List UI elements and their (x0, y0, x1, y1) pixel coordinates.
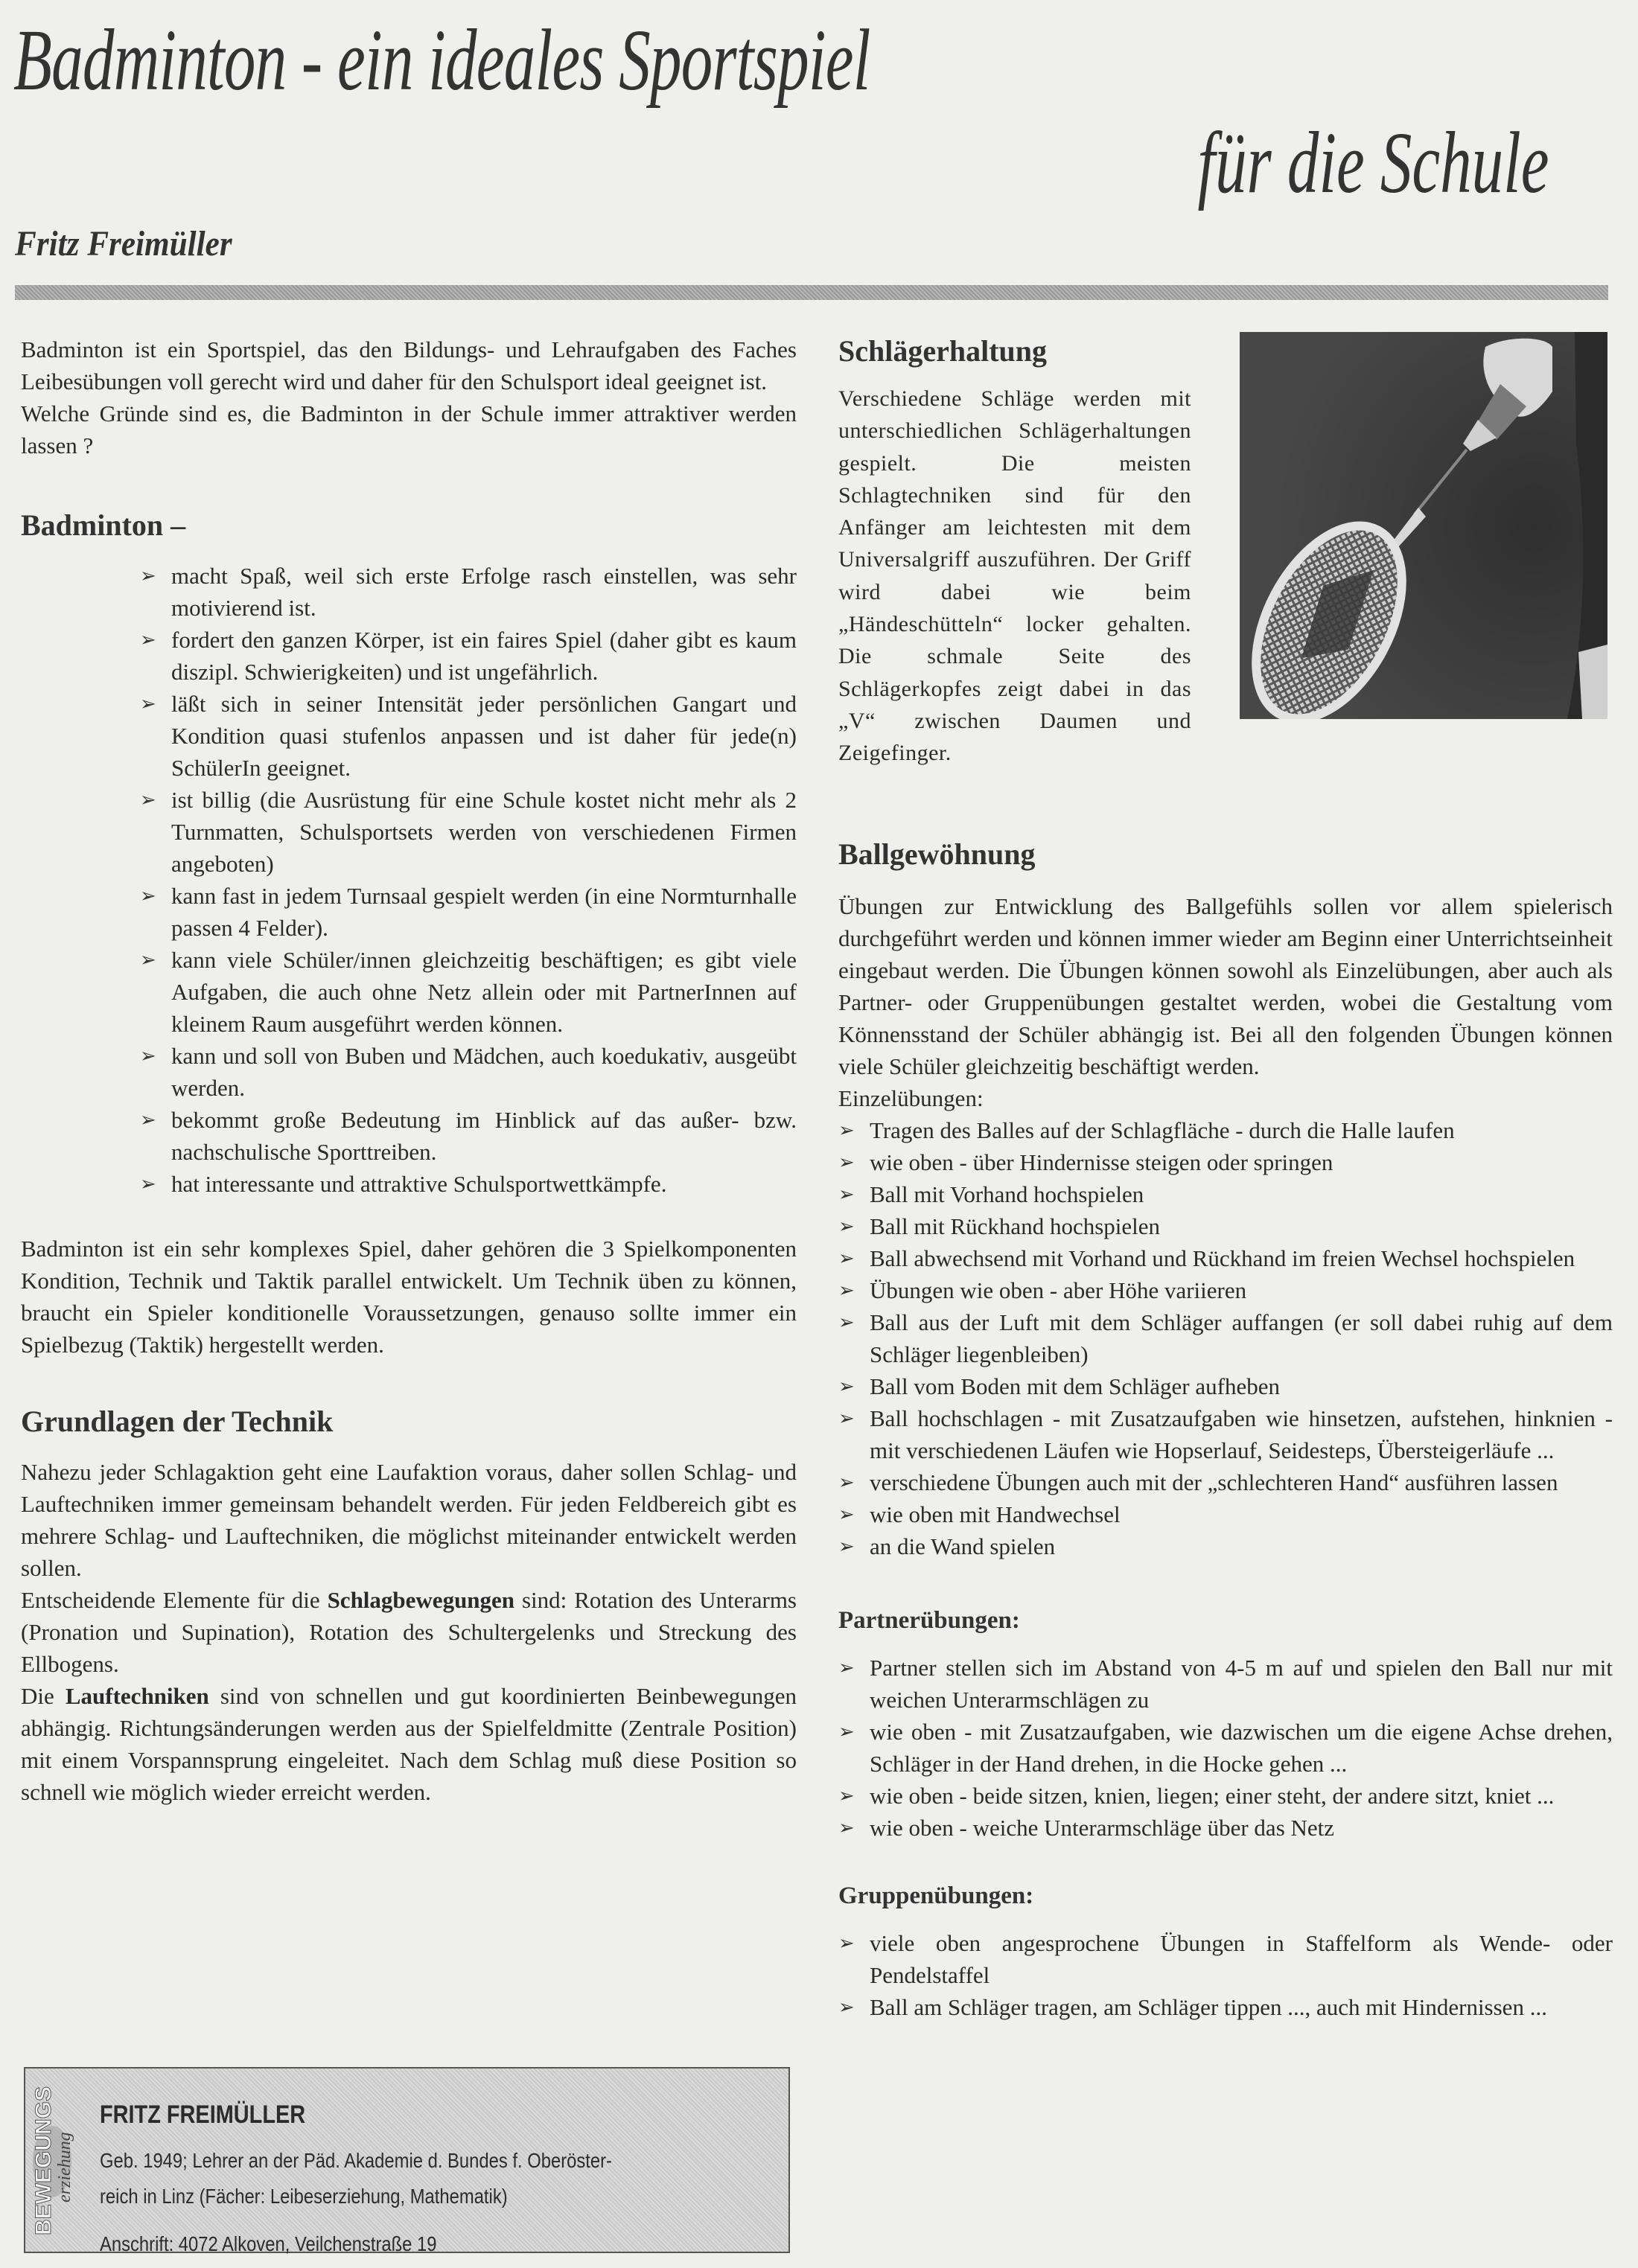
partneruebung-item (838, 1780, 1613, 1812)
arrowhead-bullet-icon: ➢ (140, 1173, 156, 1195)
left-column (21, 333, 797, 1808)
arrowhead-bullet-icon: ➢ (838, 1151, 855, 1173)
logo-main-text: BEWEGUNGS (31, 2086, 56, 2235)
einzeluebung-item-text: Ball abwechsend mit Vorhand und Rückhand im freien Wechsel hochspielen (870, 1245, 1575, 1271)
badminton-reason-item-text: macht Spaß, weil sich erste Erfolge rasch einstellen, was sehr motivierend ist. (171, 563, 797, 621)
einzeluebung-item-text: wie oben - über Hindernisse steigen oder springen (870, 1149, 1333, 1175)
einzeluebung-item-text: an die Wand spielen (870, 1533, 1056, 1559)
einzeluebung-item (838, 1466, 1613, 1498)
einzeluebung-item-text: wie oben mit Handwechsel (870, 1501, 1121, 1527)
badminton-reason-item (140, 944, 797, 1040)
technik-p2-bold: Schlagbewegungen (327, 1587, 515, 1613)
intro-paragraph-2: Welche Gründe sind es, die Badminton in der Schule immer attraktiver werden lassen ? (21, 400, 797, 459)
gruppenuebungen-list (838, 1927, 1613, 2023)
technik-paragraph-3 (21, 1680, 797, 1808)
partneruebung-item-text: wie oben - beide sitzen, knien, liegen; einer steht, der andere sitzt, kniet ... (870, 1783, 1555, 1809)
right-column-lower (838, 837, 1613, 2023)
author-byline: Fritz Freimüller (15, 224, 232, 263)
arrowhead-bullet-icon: ➢ (140, 949, 156, 971)
badminton-reason-item-text: kann fast in jedem Turnsaal gespielt werden (in eine Normturnhalle passen 4 Felder). (171, 883, 797, 941)
badminton-reason-item-text: kann viele Schüler/innen gleichzeitig beschäftigen; es gibt viele Aufgaben, die auch ohne Netz allein oder mit PartnerInnen auf kleinem Raum ausgeführt werden können. (171, 947, 797, 1037)
arrowhead-bullet-icon: ➢ (838, 1248, 855, 1269)
gruppenuebung-item-text: Ball am Schläger tragen, am Schläger tippen ..., auch mit Hindernissen ... (870, 1994, 1547, 2020)
arrowhead-bullet-icon: ➢ (140, 789, 156, 811)
ballgewoehnung-text: Übungen zur Entwicklung des Ballgefühls sollen vor allem spielerisch durchgeführt werden und können immer wieder am Beginn einer Unterrichtseinheit eingebaut werden. Die Übungen können sowohl als Einzelübungen, aber auch als Partner- oder Gruppenübungen gestaltet werden, wobei die Gestaltung vom Könnensstand der Schüler abhängig ist. Bei all den folgenden Übungen können viele Schüler gleichzeitig beschäftigt werden. (838, 893, 1613, 1079)
badminton-reason-item-text: fordert den ganzen Körper, ist ein faires Spiel (daher gibt es kaum diszipl. Schwierigkeiten) und ist ungefährlich. (171, 627, 797, 685)
technik-p3-after: sind von schnellen und gut koordinierten Beinbewegungen abhängig. Richtungsänderungen werden aus der Spielfeldmitte (Zentrale Position) mit einem Vorspannsprung eingeleitet. Nach dem Schlag muß diese Position so schnell wie möglich wieder erreicht werden. (21, 1683, 797, 1805)
badminton-section-heading: Badminton – (21, 508, 186, 542)
arrowhead-bullet-icon: ➢ (838, 1312, 855, 1333)
badminton-reason-item-text: bekommt große Bedeutung im Hinblick auf das außer- bzw. nachschulische Sporttreiben. (171, 1107, 797, 1165)
arrowhead-bullet-icon: ➢ (140, 1109, 156, 1131)
technik-paragraph-2 (21, 1584, 797, 1680)
arrowhead-bullet-icon: ➢ (140, 629, 156, 651)
schlaegerhaltung-block (838, 333, 1191, 770)
einzeluebung-item (838, 1242, 1613, 1274)
schlaegerhaltung-heading: Schlägerhaltung (838, 334, 1048, 368)
einzeluebung-item (838, 1498, 1613, 1530)
badminton-reason-item (140, 560, 797, 624)
intro-paragraph-1: Badminton ist ein Sportspiel, das den Bildungs- und Lehraufgaben des Faches Leibesübungen voll gerecht wird und daher für den Schulsport ideal geeignet ist. (21, 336, 797, 394)
bio-content (100, 2098, 774, 2262)
badminton-reason-item (140, 784, 797, 880)
article-title-line-2: für die Schule (1197, 114, 1549, 211)
arrowhead-bullet-icon: ➢ (838, 1280, 855, 1301)
arrowhead-bullet-icon: ➢ (838, 1657, 855, 1678)
badminton-reason-item-text: ist billig (die Ausrüstung für eine Schule kostet nicht mehr als 2 Turnmatten, Schulsportsets werden von verschiedenen Firmen angeboten) (171, 787, 797, 877)
arrowhead-bullet-icon: ➢ (838, 1817, 855, 1839)
technik-paragraph-1: Nahezu jeder Schlagaktion geht eine Laufaktion voraus, daher sollen Schlag- und Lauftechniken immer gemeinsam behandelt werden. Für jeden Feldbereich gibt es mehrere Schlag- und Lauftechniken, die möglichst miteinander entwickelt werden sollen. (21, 1459, 797, 1581)
gruppenuebung-item (838, 1927, 1613, 1991)
arrowhead-bullet-icon: ➢ (838, 1785, 855, 1807)
arrowhead-bullet-icon: ➢ (838, 1119, 855, 1141)
article-title-line-1: Badminton - ein ideales Sportspiel (13, 11, 870, 109)
arrowhead-bullet-icon: ➢ (838, 1183, 855, 1205)
badminton-reason-item (140, 1104, 797, 1168)
einzeluebung-item-text: Tragen des Balles auf der Schlagfläche - durch die Halle laufen (870, 1117, 1455, 1143)
arrowhead-bullet-icon: ➢ (140, 693, 156, 715)
partneruebung-item-text: wie oben - weiche Unterarmschläge über das Netz (870, 1815, 1335, 1841)
bio-line-1: Geb. 1949; Lehrer an der Päd. Akademie d. Bundes f. Oberöster- (100, 2149, 612, 2172)
badminton-summary-paragraph: Badminton ist ein sehr komplexes Spiel, daher gehören die 3 Spielkomponenten Kondition, Technik und Taktik parallel entwickelt. Um Technik üben zu können, braucht ein Spieler konditionelle Voraussetzungen, genauso sollte immer ein Spielbezug (Taktik) hergestellt werden. (21, 1236, 797, 1358)
logo-sub-text: erziehung (55, 2132, 74, 2202)
partneruebung-item (838, 1716, 1613, 1780)
arrowhead-bullet-icon: ➢ (838, 1932, 855, 1954)
bio-name: FRITZ FREIMÜLLER (100, 2101, 306, 2129)
technik-p3-bold: Lauftechniken (65, 1683, 209, 1709)
einzeluebung-item (838, 1210, 1613, 1242)
badminton-reason-item-text: läßt sich in seiner Intensität jeder persönlichen Gangart und Kondition quasi stufenlos anpassen und ist daher für jede(n) SchülerIn geeignet. (171, 691, 797, 781)
arrowhead-bullet-icon: ➢ (838, 1408, 855, 1429)
partneruebungen-list (838, 1652, 1613, 1844)
header-divider-bar (15, 285, 1608, 300)
arrowhead-bullet-icon: ➢ (838, 1376, 855, 1397)
racket-illustration (1240, 332, 1607, 719)
bio-line-2: reich in Linz (Fächer: Leibeserziehung, Mathematik) (100, 2185, 508, 2208)
einzeluebung-item-text: Ball mit Vorhand hochspielen (870, 1181, 1144, 1207)
partneruebung-item (838, 1812, 1613, 1844)
einzeluebung-item (838, 1306, 1613, 1370)
bewegungserziehung-logo (30, 2083, 76, 2240)
einzeluebungen-label: Einzelübungen: (838, 1085, 984, 1111)
partneruebung-item-text: wie oben - mit Zusatzaufgaben, wie dazwischen um die eigene Achse drehen, Schläger in der Hand drehen, in die Hocke gehen ... (870, 1719, 1613, 1777)
badminton-reason-item (140, 1168, 797, 1200)
einzeluebung-item (838, 1530, 1613, 1562)
technik-section-heading: Grundlagen der Technik (21, 1405, 334, 1438)
arrowhead-bullet-icon: ➢ (140, 1045, 156, 1067)
ballgewoehnung-heading: Ballgewöhnung (838, 837, 1036, 871)
einzeluebung-item (838, 1370, 1613, 1402)
arrowhead-bullet-icon: ➢ (140, 565, 156, 587)
partneruebungen-heading: Partnerübungen: (838, 1607, 1020, 1634)
einzeluebung-item (838, 1114, 1613, 1146)
badminton-racket-photo (1240, 332, 1607, 719)
arrowhead-bullet-icon: ➢ (838, 1472, 855, 1493)
technik-p2-after: sind: Rotation des Unterarms (Pronation und Supination), Rotation des Schultergelenks und Streckung des Ellbogens. (21, 1587, 797, 1677)
partneruebung-item-text: Partner stellen sich im Abstand von 4-5 m auf und spielen den Ball nur mit weichen Unterarmschlägen zu (870, 1655, 1613, 1713)
einzeluebung-item (838, 1274, 1613, 1306)
author-bio-box (24, 2067, 790, 2253)
einzeluebung-item-text: Ball hochschlagen - mit Zusatzaufgaben wie hinsetzen, aufstehen, hinknien - mit verschiedenen Läufen wie Hopserlauf, Seidesteps, Übersteigerläufe ... (870, 1405, 1613, 1463)
partneruebung-item (838, 1652, 1613, 1716)
einzeluebung-item-text: Übungen wie oben - aber Höhe variieren (870, 1277, 1247, 1303)
bio-address: Anschrift: 4072 Alkoven, Veilchenstraße 19 (100, 2232, 437, 2255)
einzeluebung-item-text: Ball aus der Luft mit dem Schläger auffangen (er soll dabei ruhig auf dem Schläger liegenbleiben) (870, 1309, 1613, 1367)
einzeluebung-item-text: verschiedene Übungen auch mit der „schlechteren Hand“ ausführen lassen (870, 1469, 1558, 1495)
badminton-reasons-list (140, 560, 797, 1200)
arrowhead-bullet-icon: ➢ (838, 1996, 855, 2018)
gruppenuebung-item (838, 1991, 1613, 2023)
technik-p2-before: Entscheidende Elemente für die (21, 1587, 328, 1613)
arrowhead-bullet-icon: ➢ (838, 1536, 855, 1557)
einzeluebung-item-text: Ball vom Boden mit dem Schläger aufheben (870, 1373, 1280, 1399)
einzeluebungen-list (838, 1114, 1613, 1562)
badminton-reason-item (140, 1040, 797, 1104)
arrowhead-bullet-icon: ➢ (838, 1721, 855, 1742)
badminton-reason-item (140, 624, 797, 688)
einzeluebung-item (838, 1402, 1613, 1466)
badminton-reason-item-text: kann und soll von Buben und Mädchen, auch koedukativ, ausgeübt werden. (171, 1043, 797, 1101)
einzeluebung-item (838, 1178, 1613, 1210)
gruppenuebung-item-text: viele oben angesprochene Übungen in Staffelform als Wende- oder Pendelstaffel (870, 1930, 1613, 1988)
schlaegerhaltung-text: Verschiedene Schläge werden mit unterschiedlichen Schlägerhaltungen gespielt. Die meisten Schlagtechniken sind für den Anfänger am leichtesten mit dem Universalgriff auszuführen. Der Griff wird dabei wie beim „Händeschütteln“ locker gehalten. Die schmale Seite des Schlägerkopfes zeigt dabei in das „V“ zwischen Daumen und Zeigefinger. (838, 386, 1191, 766)
badminton-reason-item-text: hat interessante und attraktive Schulsportwettkämpfe. (171, 1171, 667, 1197)
gruppenuebungen-heading: Gruppenübungen: (838, 1882, 1034, 1909)
arrowhead-bullet-icon: ➢ (140, 885, 156, 907)
technik-p3-before: Die (21, 1683, 66, 1709)
arrowhead-bullet-icon: ➢ (838, 1216, 855, 1237)
arrowhead-bullet-icon: ➢ (838, 1504, 855, 1525)
einzeluebung-item (838, 1146, 1613, 1178)
badminton-reason-item (140, 880, 797, 944)
badminton-reason-item (140, 688, 797, 784)
einzeluebung-item-text: Ball mit Rückhand hochspielen (870, 1213, 1161, 1239)
